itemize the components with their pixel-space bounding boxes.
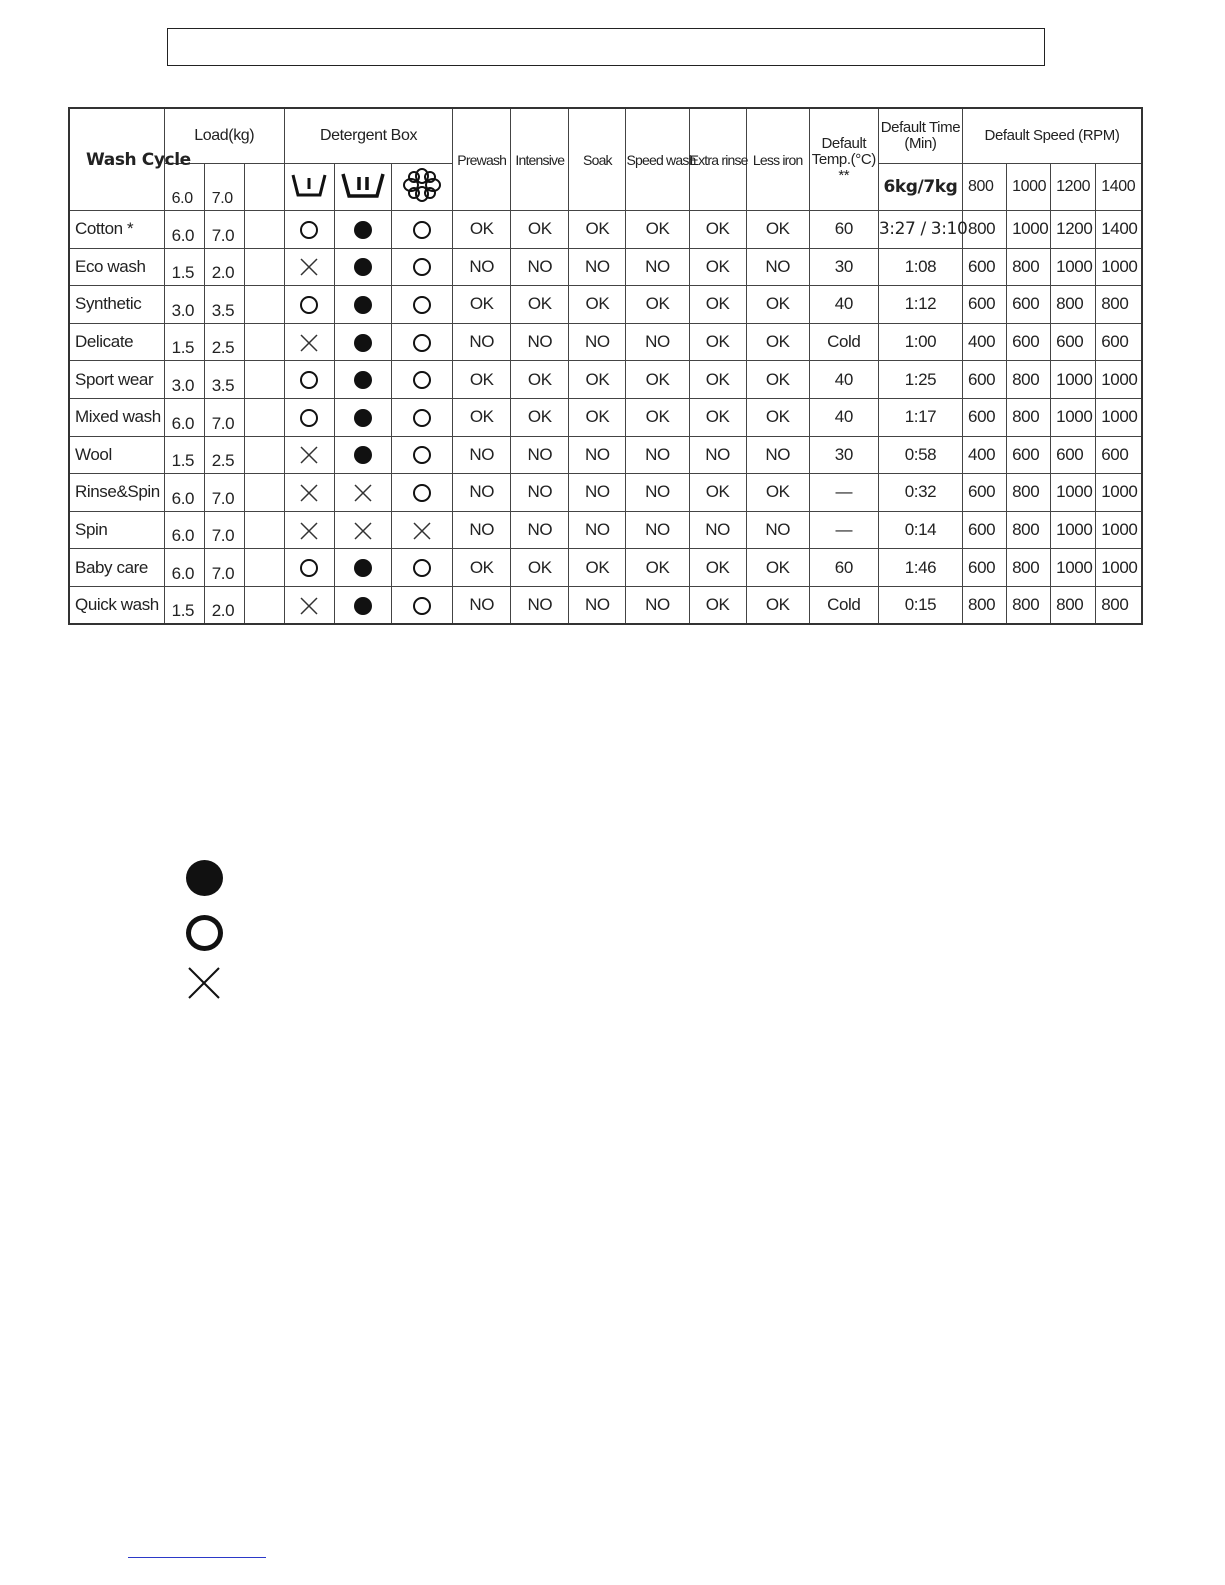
default-speed-value: 800 (1051, 586, 1096, 624)
default-speed-header: Default Speed (RPM) (963, 108, 1142, 164)
softener-compartment-cell (392, 323, 453, 361)
extra-rinse-value: OK (689, 323, 746, 361)
prewash-compartment-cell (284, 211, 334, 249)
wash-cycle-name: Eco wash (69, 248, 164, 286)
cross-icon (300, 258, 318, 276)
load-value: 1.5 (164, 436, 204, 474)
default-time-subheader: 6kg/7kg (878, 164, 962, 211)
default-speed-value: 1000 (1051, 549, 1096, 587)
prewash-compartment-cell (284, 323, 334, 361)
load-col-header: 6.0 (164, 164, 204, 211)
load-col-header: 7.0 (204, 164, 244, 211)
empty-circle-icon (413, 597, 431, 615)
default-speed-value: 800 (1007, 474, 1051, 512)
intensive-value: NO (511, 248, 569, 286)
main-wash-compartment-cell (334, 436, 391, 474)
softener-compartment-cell (392, 511, 453, 549)
title-box (167, 28, 1045, 66)
load-value: 7.0 (204, 549, 244, 587)
main-wash-compartment-cell (334, 323, 391, 361)
table-row (69, 286, 1142, 324)
default-speed-value: 600 (1096, 323, 1142, 361)
softener-compartment-cell (392, 361, 453, 399)
load-value: 7.0 (204, 398, 244, 436)
table-row (69, 398, 1142, 436)
empty-circle-icon (413, 559, 431, 577)
empty-circle-icon (300, 296, 318, 314)
empty-circle-icon (300, 221, 318, 239)
wash-cycle-name: Sport wear (69, 361, 164, 399)
intensive-value: OK (511, 211, 569, 249)
prewash-value: NO (453, 323, 511, 361)
soak-value: OK (569, 549, 626, 587)
filled-circle-icon (354, 221, 372, 239)
prewash-value: NO (453, 474, 511, 512)
soak-value: NO (569, 323, 626, 361)
prewash-compartment-cell (284, 586, 334, 624)
soak-value: NO (569, 248, 626, 286)
main-wash-compartment-cell (334, 511, 391, 549)
default-time-value: 1:25 (878, 361, 962, 399)
load-empty-cell (244, 586, 284, 624)
default-time-header: Default Time (Min) (878, 108, 962, 164)
wash-cycle-header: Wash Cycle (69, 108, 164, 211)
wash-cycle-name: Spin (69, 511, 164, 549)
less-iron-value: OK (746, 211, 809, 249)
default-temp-value: 60 (809, 211, 878, 249)
prewash-compartment-cell (284, 286, 334, 324)
cross-icon (413, 522, 431, 540)
filled-circle-icon (354, 334, 372, 352)
default-temp-header: Default Temp.(°C) ** (809, 108, 878, 211)
main-wash-compartment-cell (334, 248, 391, 286)
load-value: 2.5 (204, 436, 244, 474)
default-time-value: 0:58 (878, 436, 962, 474)
default-speed-value: 800 (1007, 586, 1051, 624)
default-speed-value: 1000 (1096, 398, 1142, 436)
intensive-value: OK (511, 361, 569, 399)
softener-compartment-icon (392, 164, 453, 211)
less-iron-value: OK (746, 361, 809, 399)
table-row (69, 436, 1142, 474)
prewash-compartment-cell (284, 361, 334, 399)
table-row (69, 323, 1142, 361)
default-time-value: 1:17 (878, 398, 962, 436)
prewash-compartment-icon (284, 164, 334, 211)
default-time-value: 1:00 (878, 323, 962, 361)
less-iron-value: OK (746, 474, 809, 512)
prewash-value: NO (453, 436, 511, 474)
speed-col-header: 1000 (1007, 164, 1051, 211)
default-time-value: 0:14 (878, 511, 962, 549)
load-value: 2.5 (204, 323, 244, 361)
cross-icon (300, 522, 318, 540)
soak-value: OK (569, 211, 626, 249)
prewash-compartment-cell (284, 549, 334, 587)
default-speed-value: 1200 (1051, 211, 1096, 249)
default-speed-value: 1400 (1096, 211, 1142, 249)
load-value: 1.5 (164, 248, 204, 286)
speed-col-header: 1400 (1096, 164, 1142, 211)
table-row (69, 474, 1142, 512)
soak-header: Soak (569, 108, 626, 211)
less-iron-value: OK (746, 549, 809, 587)
table-row (69, 211, 1142, 249)
empty-circle-icon (413, 296, 431, 314)
extra-rinse-value: OK (689, 586, 746, 624)
empty-circle-icon (413, 371, 431, 389)
speed-wash-value: NO (626, 511, 689, 549)
cross-icon (300, 484, 318, 502)
main-wash-compartment-cell (334, 361, 391, 399)
default-speed-value: 600 (963, 549, 1007, 587)
softener-compartment-cell (392, 248, 453, 286)
softener-compartment-cell (392, 474, 453, 512)
less-iron-value: OK (746, 586, 809, 624)
default-speed-value: 600 (1051, 323, 1096, 361)
intensive-value: OK (511, 549, 569, 587)
extra-rinse-value: NO (689, 511, 746, 549)
speed-wash-header: Speed wash (626, 108, 689, 211)
default-time-value: 1:46 (878, 549, 962, 587)
prewash-compartment-cell (284, 511, 334, 549)
default-speed-value: 800 (1007, 398, 1051, 436)
main-wash-compartment-cell (334, 211, 391, 249)
load-empty-cell (244, 323, 284, 361)
table-row (69, 511, 1142, 549)
default-speed-value: 800 (1007, 361, 1051, 399)
speed-col-header: 1200 (1051, 164, 1096, 211)
main-wash-compartment-cell (334, 474, 391, 512)
empty-circle-icon (300, 559, 318, 577)
load-value: 3.5 (204, 361, 244, 399)
empty-circle-icon (186, 915, 223, 951)
softener-compartment-cell (392, 549, 453, 587)
default-speed-value: 800 (1007, 248, 1051, 286)
prewash-value: OK (453, 549, 511, 587)
default-speed-value: 600 (963, 361, 1007, 399)
default-speed-value: 400 (963, 436, 1007, 474)
load-value: 7.0 (204, 511, 244, 549)
load-empty-cell (244, 549, 284, 587)
empty-circle-icon (413, 484, 431, 502)
softener-compartment-cell (392, 436, 453, 474)
load-value: 6.0 (164, 398, 204, 436)
speed-wash-value: NO (626, 586, 689, 624)
default-temp-value: 40 (809, 361, 878, 399)
default-speed-value: 1000 (1051, 511, 1096, 549)
prewash-compartment-cell (284, 436, 334, 474)
softener-compartment-cell (392, 586, 453, 624)
extra-rinse-header: Extra rinse (689, 108, 746, 211)
intensive-value: NO (511, 436, 569, 474)
default-speed-value: 600 (1096, 436, 1142, 474)
default-speed-value: 600 (963, 398, 1007, 436)
default-speed-value: 1000 (1051, 398, 1096, 436)
empty-circle-icon (300, 371, 318, 389)
empty-circle-icon (413, 258, 431, 276)
speed-wash-value: OK (626, 211, 689, 249)
default-speed-value: 800 (1007, 549, 1051, 587)
main-wash-compartment-icon (334, 164, 391, 211)
load-value: 6.0 (164, 549, 204, 587)
intensive-value: NO (511, 586, 569, 624)
speed-wash-value: OK (626, 361, 689, 399)
prewash-value: OK (453, 398, 511, 436)
table-row (69, 248, 1142, 286)
filled-circle-icon (354, 597, 372, 615)
main-wash-compartment-cell (334, 586, 391, 624)
default-speed-value: 1000 (1096, 549, 1142, 587)
load-empty-cell (244, 474, 284, 512)
prewash-value: OK (453, 211, 511, 249)
load-empty-cell (244, 511, 284, 549)
table-row (69, 549, 1142, 587)
default-speed-value: 1000 (1096, 361, 1142, 399)
soak-value: OK (569, 398, 626, 436)
default-speed-value: 400 (963, 323, 1007, 361)
less-iron-value: OK (746, 398, 809, 436)
cross-icon (300, 597, 318, 615)
softener-compartment-cell (392, 398, 453, 436)
default-temp-value: — (809, 511, 878, 549)
main-wash-compartment-cell (334, 286, 391, 324)
default-speed-value: 800 (1051, 286, 1096, 324)
default-temp-value: 60 (809, 549, 878, 587)
wash-cycle-name: Wool (69, 436, 164, 474)
default-speed-value: 600 (1007, 323, 1051, 361)
soak-value: NO (569, 436, 626, 474)
prewash-value: OK (453, 361, 511, 399)
load-value: 7.0 (204, 474, 244, 512)
load-value: 3.0 (164, 361, 204, 399)
wash-cycle-name: Baby care (69, 549, 164, 587)
soak-value: NO (569, 586, 626, 624)
default-speed-value: 1000 (1096, 248, 1142, 286)
soak-value: OK (569, 286, 626, 324)
speed-wash-value: OK (626, 549, 689, 587)
empty-circle-icon (300, 409, 318, 427)
load-value: 2.0 (204, 586, 244, 624)
default-temp-value: Cold (809, 323, 878, 361)
cross-icon (300, 446, 318, 464)
empty-circle-icon (413, 409, 431, 427)
less-iron-value: NO (746, 511, 809, 549)
default-speed-value: 1000 (1096, 474, 1142, 512)
load-value: 1.5 (164, 323, 204, 361)
default-speed-value: 600 (1051, 436, 1096, 474)
empty-circle-icon (413, 221, 431, 239)
footer-link-underline (128, 1557, 266, 1558)
prewash-compartment-cell (284, 474, 334, 512)
speed-wash-value: NO (626, 474, 689, 512)
prewash-value: NO (453, 586, 511, 624)
main-wash-compartment-cell (334, 398, 391, 436)
default-speed-value: 1000 (1051, 248, 1096, 286)
table-row (69, 361, 1142, 399)
intensive-value: NO (511, 511, 569, 549)
wash-cycle-name: Mixed wash (69, 398, 164, 436)
extra-rinse-value: OK (689, 474, 746, 512)
load-empty-cell (244, 286, 284, 324)
prewash-header: Prewash (453, 108, 511, 211)
cross-icon (354, 484, 372, 502)
filled-circle-icon (186, 860, 223, 896)
table-body (69, 211, 1142, 625)
filled-circle-icon (354, 258, 372, 276)
extra-rinse-value: OK (689, 248, 746, 286)
default-speed-value: 1000 (1096, 511, 1142, 549)
intensive-header: Intensive (511, 108, 569, 211)
load-empty-cell (244, 211, 284, 249)
default-speed-value: 800 (963, 211, 1007, 249)
speed-wash-value: OK (626, 398, 689, 436)
wash-cycle-name: Delicate (69, 323, 164, 361)
soak-value: NO (569, 511, 626, 549)
intensive-value: OK (511, 398, 569, 436)
load-value: 3.5 (204, 286, 244, 324)
filled-circle-icon (354, 409, 372, 427)
default-temp-value: 40 (809, 286, 878, 324)
extra-rinse-value: NO (689, 436, 746, 474)
main-wash-compartment-cell (334, 549, 391, 587)
default-temp-value: Cold (809, 586, 878, 624)
less-iron-value: NO (746, 248, 809, 286)
load-empty-cell (244, 361, 284, 399)
default-speed-value: 600 (1007, 436, 1051, 474)
cross-icon (186, 966, 222, 1000)
default-temp-value: 30 (809, 436, 878, 474)
filled-circle-icon (354, 559, 372, 577)
extra-rinse-value: OK (689, 398, 746, 436)
load-value: 6.0 (164, 211, 204, 249)
prewash-value: OK (453, 286, 511, 324)
filled-circle-icon (354, 446, 372, 464)
filled-circle-icon (354, 371, 372, 389)
less-iron-value: OK (746, 323, 809, 361)
extra-rinse-value: OK (689, 361, 746, 399)
load-value: 2.0 (204, 248, 244, 286)
load-empty-cell (244, 398, 284, 436)
default-speed-value: 800 (1096, 586, 1142, 624)
speed-wash-value: NO (626, 248, 689, 286)
load-value: 3.0 (164, 286, 204, 324)
filled-circle-icon (354, 296, 372, 314)
extra-rinse-value: OK (689, 286, 746, 324)
default-speed-value: 1000 (1007, 211, 1051, 249)
softener-compartment-cell (392, 286, 453, 324)
default-temp-value: — (809, 474, 878, 512)
default-time-value: 0:15 (878, 586, 962, 624)
wash-program-table (68, 107, 1143, 625)
default-time-value: 3:27 / 3:10 (878, 211, 962, 249)
detergent-box-header: Detergent Box (284, 108, 452, 164)
speed-col-header: 800 (963, 164, 1007, 211)
load-header: Load(kg) (164, 108, 284, 164)
less-iron-value: OK (746, 286, 809, 324)
load-empty-cell (244, 248, 284, 286)
wash-cycle-name: Cotton * (69, 211, 164, 249)
prewash-compartment-cell (284, 398, 334, 436)
default-speed-value: 600 (963, 248, 1007, 286)
default-time-value: 0:32 (878, 474, 962, 512)
speed-wash-value: OK (626, 286, 689, 324)
cross-icon (300, 334, 318, 352)
soak-value: NO (569, 474, 626, 512)
wash-cycle-name: Synthetic (69, 286, 164, 324)
empty-circle-icon (413, 334, 431, 352)
prewash-value: NO (453, 511, 511, 549)
intensive-value: NO (511, 323, 569, 361)
less-iron-value: NO (746, 436, 809, 474)
default-speed-value: 1000 (1051, 361, 1096, 399)
default-speed-value: 600 (1007, 286, 1051, 324)
default-speed-value: 600 (963, 511, 1007, 549)
table-row (69, 586, 1142, 624)
default-speed-value: 800 (1096, 286, 1142, 324)
empty-circle-icon (413, 446, 431, 464)
less-iron-header: Less iron (746, 108, 809, 211)
load-value: 6.0 (164, 511, 204, 549)
extra-rinse-value: OK (689, 211, 746, 249)
extra-rinse-value: OK (689, 549, 746, 587)
intensive-value: NO (511, 474, 569, 512)
prewash-value: NO (453, 248, 511, 286)
load-empty-cell (244, 436, 284, 474)
default-time-value: 1:08 (878, 248, 962, 286)
intensive-value: OK (511, 286, 569, 324)
default-temp-value: 30 (809, 248, 878, 286)
load-value: 1.5 (164, 586, 204, 624)
default-speed-value: 600 (963, 474, 1007, 512)
wash-cycle-name: Rinse&Spin (69, 474, 164, 512)
default-speed-value: 1000 (1051, 474, 1096, 512)
prewash-compartment-cell (284, 248, 334, 286)
speed-wash-value: NO (626, 323, 689, 361)
default-time-value: 1:12 (878, 286, 962, 324)
load-col-empty (244, 164, 284, 211)
load-value: 7.0 (204, 211, 244, 249)
softener-compartment-cell (392, 211, 453, 249)
soak-value: OK (569, 361, 626, 399)
default-speed-value: 800 (963, 586, 1007, 624)
load-value: 6.0 (164, 474, 204, 512)
default-temp-value: 40 (809, 398, 878, 436)
cross-icon (354, 522, 372, 540)
default-speed-value: 600 (963, 286, 1007, 324)
wash-cycle-name: Quick wash (69, 586, 164, 624)
speed-wash-value: NO (626, 436, 689, 474)
default-speed-value: 800 (1007, 511, 1051, 549)
